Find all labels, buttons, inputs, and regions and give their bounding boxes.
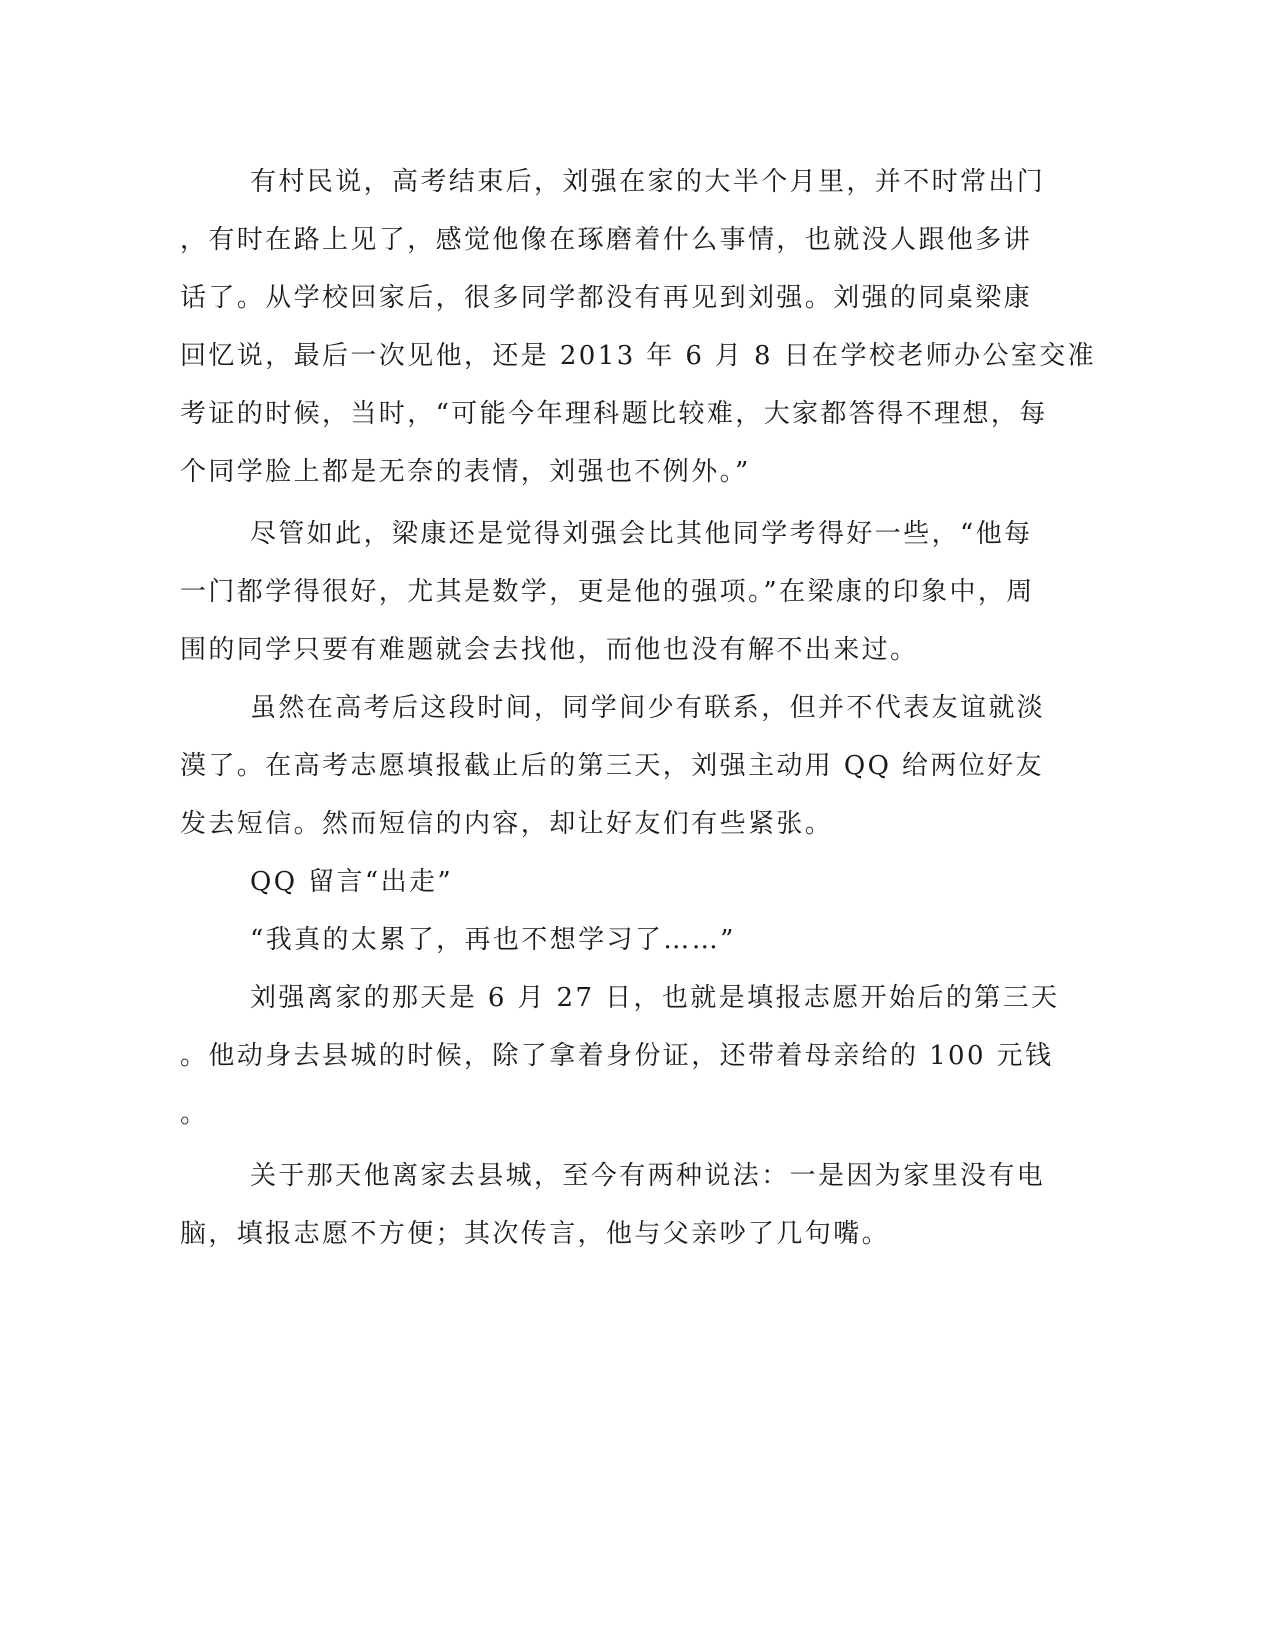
text-line: 。他动身去县城的时候，除了拿着身份证，还带着母亲给的 100 元钱 [180,1041,1054,1071]
text-line: ，有时在路上见了，感觉他像在琢磨着什么事情，也就没人跟他多讲 [180,225,1033,255]
quote-line: “我真的太累了，再也不想学习了……” [250,925,736,955]
text-line: 发去短信。然而短信的内容，却让好友们有些紧张。 [180,809,834,839]
text-line: 回忆说，最后一次见他，还是 2013 年 6 月 8 日在学校老师办公室交准 [180,341,1097,371]
text-line: 个同学脸上都是无奈的表情，刘强也不例外。” [180,457,751,487]
text-line: 尽管如此，梁康还是觉得刘强会比其他同学考得好一些，“他每 [250,519,1033,549]
text-line: 脑，填报志愿不方便；其次传言，他与父亲吵了几句嘴。 [180,1219,891,1249]
text-line: 。 [180,1099,209,1129]
text-line: 一门都学得很好，尤其是数学，更是他的强项。”在梁康的印象中，周 [180,577,1035,607]
text-line: 虽然在高考后这段时间，同学间少有联系，但并不代表友谊就淡 [250,693,1046,723]
text-line: 话了。从学校回家后，很多同学都没有再见到刘强。刘强的同桌梁康 [180,283,1033,313]
text-line: 刘强离家的那天是 6 月 27 日，也就是填报志愿开始后的第三天 [250,983,1060,1013]
text-line: 考证的时候，当时，“可能今年理科题比较难，大家都答得不理想，每 [180,399,1048,429]
section-heading: QQ 留言“出走” [250,867,454,897]
text-line: 围的同学只要有难题就会去找他，而他也没有解不出来过。 [180,635,919,665]
text-line: 有村民说，高考结束后，刘强在家的大半个月里，并不时常出门 [250,167,1046,197]
text-line: 漠了。在高考志愿填报截止后的第三天，刘强主动用 QQ 给两位好友 [180,751,1044,781]
text-line: 关于那天他离家去县城，至今有两种说法：一是因为家里没有电 [250,1161,1046,1191]
